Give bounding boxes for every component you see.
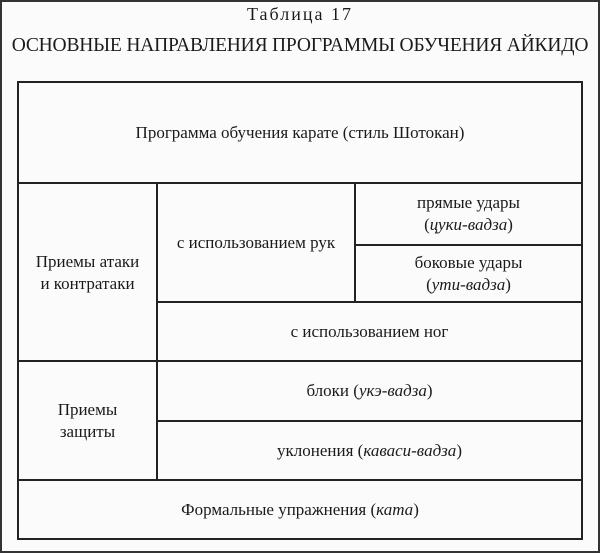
- paren-close: ): [507, 215, 513, 234]
- hands-label: с использованием рук: [176, 233, 336, 252]
- paren-open: (: [426, 275, 432, 294]
- blocks-term: укэ-вадза: [358, 381, 427, 400]
- straight-strikes-term-line: [424, 214, 513, 236]
- aikido-program-table: [17, 81, 583, 540]
- legs-label: с использованием ног: [290, 321, 449, 341]
- cell-evasions: [158, 422, 581, 479]
- table-title: ОСНОВНЫЕ НАПРАВЛЕНИЯ ПРОГРАММЫ ОБУЧЕНИЯ АЙКИДО: [11, 35, 589, 56]
- table-caption: Таблица 17: [247, 4, 353, 24]
- paren-open: (: [424, 215, 430, 234]
- cell-kata: [19, 481, 581, 538]
- kata-text: [181, 499, 419, 521]
- defense-label-line1: Приемы: [57, 399, 118, 419]
- blocks-suffix: ): [426, 381, 433, 400]
- cell-karate-program: [19, 83, 581, 183]
- cell-attack-label: [19, 184, 156, 361]
- defense-label-line2: защиты: [59, 421, 116, 441]
- cell-side-strikes: [356, 246, 581, 302]
- attack-label-line1: Приемы атаки: [35, 251, 140, 271]
- evasions-suffix: ): [456, 440, 462, 460]
- straight-strikes-label: прямые удары: [417, 193, 520, 212]
- cell-hands: [158, 184, 354, 302]
- cell-legs: [158, 303, 581, 360]
- cell-straight-strikes: [356, 184, 581, 244]
- side-strikes-term: ути-вадза: [431, 275, 506, 294]
- evasions-term: каваси-вадза: [363, 440, 457, 460]
- blocks-text: [306, 380, 432, 402]
- cell-blocks: [158, 362, 581, 420]
- cell-defense-label: [19, 362, 156, 479]
- kata-suffix: ): [413, 499, 419, 519]
- straight-strikes-term: цуки-вадза: [429, 215, 508, 234]
- paren-close: ): [505, 275, 511, 294]
- attack-label-line2: и контратаки: [40, 273, 135, 293]
- side-strikes-term-line: [426, 274, 511, 296]
- side-strikes-label: боковые удары: [414, 253, 523, 272]
- evasions-prefix: уклонения (: [277, 440, 364, 460]
- kata-prefix: Формальные упражнения (: [181, 499, 377, 519]
- evasions-text: [277, 440, 462, 462]
- kata-term: ката: [376, 499, 414, 519]
- karate-program-text: Программа обучения карате (стиль Шотокан): [135, 123, 465, 142]
- blocks-prefix: блоки (: [306, 381, 359, 400]
